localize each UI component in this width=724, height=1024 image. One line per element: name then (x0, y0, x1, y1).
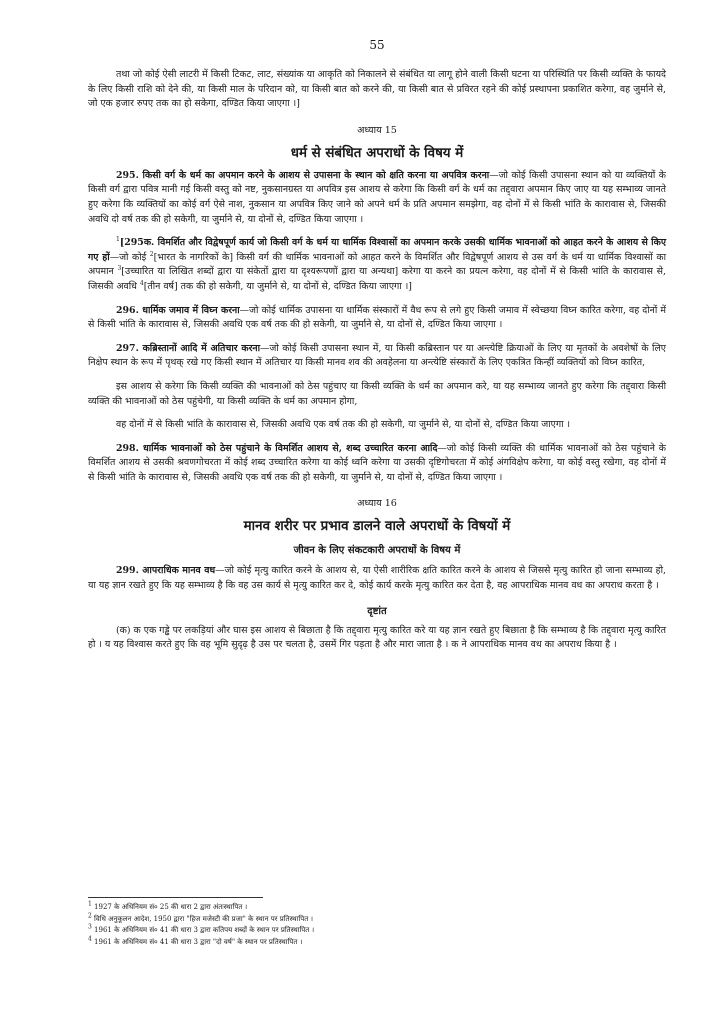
section-297-text: —जो कोई किसी उपासना स्थान में, या किसी कब्रिस्तान पर या अन्त्येष्टि क्रियाओं के लिए या मृतकों के अवशेषों के लिए निक्षेप स्थान के रूप में पृथक् रखे गए किसी स्थान में अतिचार या किसी मानव शव की अवहेलना या अन्त्येष्टि संस्कारों के लिए एकत्रित किन्हीं व्यक्तियों को विघ्न कारित, (88, 342, 666, 369)
section-295-heading: 295. किसी वर्ग के धर्म का अपमान करने के आशय से उपासना के स्थान को क्षति करना या अपवित्र करना (116, 169, 490, 181)
footnote-2-number: 2 (88, 912, 92, 920)
section-298-heading: 298. धार्मिक भावनाओं को ठेस पहुंचाने के विमर्शित आशय से, शब्द उच्चारित करना आदि (116, 442, 438, 454)
footnote-4 (88, 937, 666, 949)
section-298 (88, 442, 666, 486)
section-296-text: —जो कोई धार्मिक उपासना या धार्मिक संस्कारों में वैध रूप से लगे हुए किसी जमाव में स्वेच्छया विघ्न कारित करेगा, वह दोनों में से किसी भांति के कारावास से, जिसकी अवधि एक वर्ष तक की हो सकेगी, या जुर्माने से, या दोनों से, दण्डित किया जाएगा । (88, 304, 666, 331)
section-295a-text-4: [तीन वर्ष] तक की हो सकेगी, या जुर्माने से, या दोनों से, दण्डित किया जाएगा ।] (143, 280, 412, 292)
section-295a-heading: [295क. विमर्शित और विद्वेषपूर्ण कार्य जो किसी वर्ग के धर्म या धार्मिक विश्वासों का अपमान करके उसकी धार्मिक भावनाओं को आहत करने के आशय से किए गए हों (88, 237, 666, 263)
section-296-heading: 296. धार्मिक जमाव में विघ्न करना (116, 304, 240, 316)
section-299 (88, 564, 666, 593)
page-body (88, 38, 666, 653)
footnote-1-text: 1927 के अधिनियम सं० 25 की धारा 2 द्वारा अंतःस्थापित । (91, 903, 248, 911)
footnote-3 (88, 925, 666, 937)
section-295a-text-1: —जो कोई (109, 251, 150, 263)
footnote-2-text: विधि अनुकूलन आदेश, 1950 द्वारा "हिज मजेस्टी की प्रजा" के स्थान पर प्रतिस्थापित । (91, 914, 314, 923)
section-295 (88, 169, 666, 227)
section-297-para-3: वह दोनों में से किसी भांति के कारावास से, जिसकी अवधि एक वर्ष तक की हो सकेगी, या जुर्माने से, या दोनों से, दण्डित किया जाएगा । (116, 419, 571, 431)
section-297 (88, 342, 666, 371)
footnote-4-number: 4 (88, 935, 92, 943)
chapter-15-label: अध्याय 15 (357, 124, 397, 136)
footnote-ref-3: 3 (117, 265, 122, 273)
top-paragraph: तथा जो कोई ऐसी लाटरी में किसी टिकट, लाट, संख्यांक या आकृति को निकालने से संबंधित या लागू होने वाली किसी घटना या परिस्थिति पर किसी व्यक्ति के फायदे के लिए किसी राशि को देने की, या किसी माल के परिदान को, या किसी बात को करने की, या किसी बात से प्रविरत रहने की कोई प्रस्थापना प्रकाशित करेगा, वह जुर्माने से, जो एक हजार रुपए तक का हो सकेगा, दण्डित किया जाएगा ।] (88, 69, 666, 110)
chapter-16-label: अध्याय 16 (357, 498, 397, 510)
footnote-1 (88, 902, 666, 914)
footnote-2 (88, 914, 666, 926)
footnote-ref-2: 2 (149, 250, 154, 258)
footnote-4-text: 1961 के अधिनियम सं० 41 की धारा 3 द्वारा "दो वर्ष" के स्थान पर प्रतिस्थापित । (91, 937, 303, 946)
chapter-16-title: मानव शरीर पर प्रभाव डालने वाले अपराधों के विषयों में (243, 518, 511, 535)
chapter-16-subtitle: जीवन के लिए संकटकारी अपराधों के विषय में (293, 545, 461, 557)
footnote-ref-1: 1 (116, 236, 120, 244)
section-296 (88, 304, 666, 333)
section-295a-text-3: [उच्चारित या लिखित शब्दों द्वारा या संकेतों द्वारा या दृश्यरूपणों द्वारा या अन्यथा] करेगा या करने का प्रयत्न करेगा, वह दोनों में से किसी भांति के कारावास से, जिसकी अवधि (88, 266, 666, 292)
footnote-3-text: 1961 के अधिनियम सं० 41 की धारा 3 द्वारा कतिपय शब्दों के स्थान पर प्रतिस्थापित । (91, 926, 315, 935)
footnote-divider (88, 897, 263, 898)
section-297-heading: 297. कब्रिस्तानों आदि में अतिचार करना (116, 342, 261, 354)
footnote-ref-4: 4 (139, 279, 144, 287)
section-295a (88, 236, 666, 294)
illustration-a: (क) क एक गड्ढे पर लकड़ियां और घास इस आशय से बिछाता है कि तद्द्वारा मृत्यु कारित करे या यह ज्ञान रखते हुए बिछाता है कि सम्भाव्य है कि तद्द्वारा मृत्यु कारित हो । य यह विश्वास करते हुए कि वह भूमि सुदृढ़ है उस पर चलता है, उसमें गिर पड़ता है और मारा जाता है । क ने आपराधिक मानव वध का अपराध किया है । (88, 624, 666, 651)
section-299-heading: 299. आपराधिक मानव वध (116, 565, 216, 577)
footnotes (88, 902, 666, 948)
section-295a-text-2: [भारत के नागरिकों के] किसी वर्ग की धार्मिक भावनाओं को आहत करने के विमर्शित और विद्वेषपूर्ण आशय से उस वर्ग के धर्म या धार्मिक विश्वासों का अपमान (88, 251, 666, 278)
section-295-text: —जो कोई किसी उपासना स्थान को या व्यक्तियों के किसी वर्ग द्वारा पवित्र मानी गई किसी वस्तु को नष्ट, नुकसानग्रस्त या अपवित्र इस आशय से करेगा कि किसी वर्ग के धर्म का तद्द्वारा अपमान किए जाए या यह सम्भाव्य जानते हुए करेगा कि व्यक्तियों का कोई वर्ग ऐसे नाश, नुकसान या अपवित्र किए जाने को अपने धर्म के प्रति अपमान समझेगा, वह दोनों में से किसी भांति के कारावास से, जिसकी अवधि दो वर्ष तक की हो सकेगी, या जुर्माने से, या दोनों से, दण्डित किया जाएगा । (88, 169, 666, 225)
section-298-text: —जो कोई किसी व्यक्ति की धार्मिक भावनाओं को ठेस पहुंचाने के विमर्शित आशय से उसकी श्रवणगोचरता में कोई शब्द उच्चारित करेगा या कोई ध्वनि करेगा या उसकी दृष्टिगोचरता में कोई अंगविक्षेप करेगा, या कोई वस्तु रखेगा, वह दोनों में से किसी भांति के कारावास से, जिसकी अवधि एक वर्ष तक की हो सकेगी, या जुर्माने से, या दोनों से, दण्डित किया जाएगा । (88, 442, 666, 483)
illustrations-heading: दृष्टांत (367, 605, 387, 617)
footnote-3-number: 3 (88, 923, 92, 931)
section-299-text: —जो कोई मृत्यु कारित करने के आशय से, या ऐसी शारीरिक क्षति कारित करने के आशय से जिससे मृत्यु कारित हो जाना सम्भाव्य हो, या यह ज्ञान रखते हुए कि यह सम्भाव्य है कि वह उस कार्य से मृत्यु कारित कर दे, कोई कार्य करके मृत्यु कारित कर देता है, वह आपराधिक मानव वध का अपराध करता है । (88, 565, 666, 592)
footnote-1-number: 1 (88, 900, 92, 908)
page-number: 55 (369, 38, 385, 52)
chapter-15-title: धर्म से संबंधित अपराधों के विषय में (290, 144, 464, 161)
section-297-para-2: इस आशय से करेगा कि किसी व्यक्ति की भावनाओं को ठेस पहुंचाए या किसी व्यक्ति के धर्म का अपमान करे, या यह सम्भाव्य जानते हुए करेगा कि तद्द्वारा किसी व्यक्ति की भावनाओं को ठेस पहुंचेगी, या किसी व्यक्ति के धर्म का अपमान होगा, (88, 380, 666, 407)
